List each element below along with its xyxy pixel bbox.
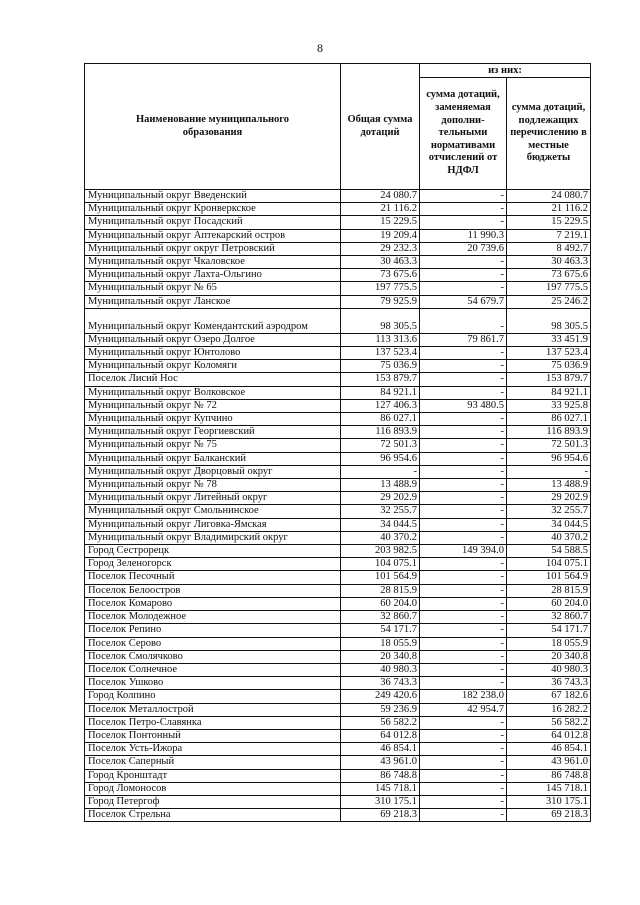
total-subsidy: 20 340.8 — [341, 650, 420, 663]
replaced-subsidy: - — [420, 216, 507, 229]
header-replaced-column: сумма дотаций, заменяемая дополни-тельными нормативами отчислений от НДФЛ — [420, 78, 507, 190]
replaced-subsidy: - — [420, 624, 507, 637]
table-row — [85, 756, 591, 769]
transfer-subsidy: 96 954.6 — [507, 452, 591, 465]
total-subsidy: 69 218.3 — [341, 809, 420, 822]
table-row — [85, 782, 591, 795]
table-row — [85, 690, 591, 703]
transfer-subsidy: 98 305.5 — [507, 308, 591, 333]
municipality-name: Муниципальный округ Введенский — [85, 190, 341, 203]
transfer-subsidy: 29 202.9 — [507, 492, 591, 505]
municipality-name: Поселок Ушково — [85, 677, 341, 690]
municipality-name: Муниципальный округ Озеро Долгое — [85, 333, 341, 346]
table-row — [85, 769, 591, 782]
total-subsidy: 98 305.5 — [341, 308, 420, 333]
transfer-subsidy: 60 204.0 — [507, 597, 591, 610]
municipality-name: Муниципальный округ Купчино — [85, 413, 341, 426]
replaced-subsidy: - — [420, 282, 507, 295]
transfer-subsidy: 67 182.6 — [507, 690, 591, 703]
replaced-subsidy: 79 861.7 — [420, 333, 507, 346]
table-row — [85, 624, 591, 637]
municipality-name: Муниципальный округ Ланское — [85, 295, 341, 308]
transfer-subsidy: 25 246.2 — [507, 295, 591, 308]
replaced-subsidy: - — [420, 769, 507, 782]
municipality-name: Город Колпино — [85, 690, 341, 703]
table-row — [85, 518, 591, 531]
municipality-name: Муниципальный округ Кронверкское — [85, 203, 341, 216]
transfer-subsidy: 13 488.9 — [507, 479, 591, 492]
total-subsidy: 104 075.1 — [341, 558, 420, 571]
replaced-subsidy: - — [420, 203, 507, 216]
transfer-subsidy: 33 451.9 — [507, 333, 591, 346]
table-row — [85, 795, 591, 808]
total-subsidy: 197 775.5 — [341, 282, 420, 295]
total-subsidy: 29 202.9 — [341, 492, 420, 505]
transfer-subsidy: 73 675.6 — [507, 269, 591, 282]
table-row — [85, 716, 591, 729]
municipality-name: Поселок Комарово — [85, 597, 341, 610]
municipality-name: Поселок Смолячково — [85, 650, 341, 663]
municipality-name: Город Кронштадт — [85, 769, 341, 782]
municipality-name: Город Зеленогорск — [85, 558, 341, 571]
table-row — [85, 571, 591, 584]
table-row — [85, 229, 591, 242]
transfer-subsidy: 30 463.3 — [507, 256, 591, 269]
transfer-subsidy: 153 879.7 — [507, 373, 591, 386]
total-subsidy: 46 854.1 — [341, 743, 420, 756]
replaced-subsidy: - — [420, 386, 507, 399]
total-subsidy: 79 925.9 — [341, 295, 420, 308]
table-row — [85, 597, 591, 610]
transfer-subsidy: 104 075.1 — [507, 558, 591, 571]
replaced-subsidy: - — [420, 729, 507, 742]
replaced-subsidy: 11 990.3 — [420, 229, 507, 242]
table-body — [85, 190, 591, 822]
municipality-name: Поселок Понтонный — [85, 729, 341, 742]
transfer-subsidy: 75 036.9 — [507, 360, 591, 373]
total-subsidy: 203 982.5 — [341, 545, 420, 558]
transfer-subsidy: 72 501.3 — [507, 439, 591, 452]
municipality-name: Поселок Белоостров — [85, 584, 341, 597]
total-subsidy: 249 420.6 — [341, 690, 420, 703]
replaced-subsidy: - — [420, 677, 507, 690]
total-subsidy: 75 036.9 — [341, 360, 420, 373]
municipality-name: Муниципальный округ № 75 — [85, 439, 341, 452]
replaced-subsidy: - — [420, 716, 507, 729]
table-row — [85, 347, 591, 360]
transfer-subsidy: 116 893.9 — [507, 426, 591, 439]
municipality-name: Муниципальный округ Владимирский округ — [85, 531, 341, 544]
table-row — [85, 492, 591, 505]
header-name-column: Наименование муниципального образования — [85, 64, 341, 190]
transfer-subsidy: 28 815.9 — [507, 584, 591, 597]
table-row — [85, 809, 591, 822]
replaced-subsidy: - — [420, 347, 507, 360]
total-subsidy: 34 044.5 — [341, 518, 420, 531]
transfer-subsidy: 145 718.1 — [507, 782, 591, 795]
replaced-subsidy: - — [420, 571, 507, 584]
transfer-subsidy: 32 860.7 — [507, 611, 591, 624]
municipality-name: Муниципальный округ округ Петровский — [85, 242, 341, 255]
total-subsidy: 40 980.3 — [341, 663, 420, 676]
total-subsidy: 32 860.7 — [341, 611, 420, 624]
replaced-subsidy: - — [420, 782, 507, 795]
total-subsidy: 127 406.3 — [341, 399, 420, 412]
municipality-name: Поселок Репино — [85, 624, 341, 637]
municipality-name: Поселок Усть-Ижора — [85, 743, 341, 756]
replaced-subsidy: - — [420, 360, 507, 373]
replaced-subsidy: - — [420, 611, 507, 624]
transfer-subsidy: 7 219.1 — [507, 229, 591, 242]
table-row — [85, 677, 591, 690]
transfer-subsidy: 40 980.3 — [507, 663, 591, 676]
table-row — [85, 256, 591, 269]
table-row — [85, 269, 591, 282]
transfer-subsidy: 56 582.2 — [507, 716, 591, 729]
transfer-subsidy: 40 370.2 — [507, 531, 591, 544]
transfer-subsidy: 84 921.1 — [507, 386, 591, 399]
replaced-subsidy: - — [420, 650, 507, 663]
replaced-subsidy: - — [420, 558, 507, 571]
header-transfer-column: сумма дотаций, подлежащих перечислению в местные бюджеты — [507, 78, 591, 190]
transfer-subsidy: 33 925.8 — [507, 399, 591, 412]
table-row — [85, 703, 591, 716]
municipality-name: Город Сестрорецк — [85, 545, 341, 558]
table-row — [85, 637, 591, 650]
total-subsidy: 30 463.3 — [341, 256, 420, 269]
transfer-subsidy: 20 340.8 — [507, 650, 591, 663]
table-row — [85, 505, 591, 518]
replaced-subsidy: - — [420, 492, 507, 505]
page-number: 8 — [317, 41, 323, 55]
header-group-label: из них: — [420, 64, 591, 78]
transfer-subsidy: 36 743.3 — [507, 677, 591, 690]
table-row — [85, 452, 591, 465]
total-subsidy: 96 954.6 — [341, 452, 420, 465]
replaced-subsidy: - — [420, 531, 507, 544]
total-subsidy: 54 171.7 — [341, 624, 420, 637]
municipality-name: Город Петергоф — [85, 795, 341, 808]
transfer-subsidy: 64 012.8 — [507, 729, 591, 742]
municipality-name: Город Ломоносов — [85, 782, 341, 795]
replaced-subsidy: - — [420, 373, 507, 386]
replaced-subsidy: - — [420, 809, 507, 822]
municipality-name: Поселок Лисий Нос — [85, 373, 341, 386]
total-subsidy: - — [341, 465, 420, 478]
replaced-subsidy: - — [420, 452, 507, 465]
municipality-name: Муниципальный округ Литейный округ — [85, 492, 341, 505]
transfer-subsidy: 86 748.8 — [507, 769, 591, 782]
municipality-name: Поселок Молодежное — [85, 611, 341, 624]
table-row — [85, 413, 591, 426]
table-row — [85, 190, 591, 203]
municipality-name: Поселок Песочный — [85, 571, 341, 584]
total-subsidy: 40 370.2 — [341, 531, 420, 544]
table-row — [85, 531, 591, 544]
transfer-subsidy: 69 218.3 — [507, 809, 591, 822]
table-row — [85, 333, 591, 346]
replaced-subsidy: - — [420, 190, 507, 203]
total-subsidy: 29 232.3 — [341, 242, 420, 255]
total-subsidy: 13 488.9 — [341, 479, 420, 492]
municipality-name: Муниципальный округ Посадский — [85, 216, 341, 229]
table-row — [85, 203, 591, 216]
transfer-subsidy: 16 282.2 — [507, 703, 591, 716]
municipality-name: Поселок Металлострой — [85, 703, 341, 716]
table-row — [85, 295, 591, 308]
municipality-name: Муниципальный округ Лахта-Ольгино — [85, 269, 341, 282]
table-row — [85, 216, 591, 229]
transfer-subsidy: - — [507, 465, 591, 478]
total-subsidy: 56 582.2 — [341, 716, 420, 729]
transfer-subsidy: 8 492.7 — [507, 242, 591, 255]
replaced-subsidy: 93 480.5 — [420, 399, 507, 412]
total-subsidy: 310 175.1 — [341, 795, 420, 808]
replaced-subsidy: 182 238.0 — [420, 690, 507, 703]
municipality-name: Муниципальный округ Чкаловское — [85, 256, 341, 269]
transfer-subsidy: 15 229.5 — [507, 216, 591, 229]
total-subsidy: 101 564.9 — [341, 571, 420, 584]
total-subsidy: 153 879.7 — [341, 373, 420, 386]
total-subsidy: 64 012.8 — [341, 729, 420, 742]
total-subsidy: 21 116.2 — [341, 203, 420, 216]
transfer-subsidy: 54 171.7 — [507, 624, 591, 637]
municipality-name: Поселок Солнечное — [85, 663, 341, 676]
total-subsidy: 59 236.9 — [341, 703, 420, 716]
table-row — [85, 373, 591, 386]
replaced-subsidy: - — [420, 743, 507, 756]
municipality-name: Поселок Стрельна — [85, 809, 341, 822]
total-subsidy: 15 229.5 — [341, 216, 420, 229]
table-row — [85, 242, 591, 255]
municipality-name: Муниципальный округ Лиговка-Ямская — [85, 518, 341, 531]
municipality-name: Муниципальный округ № 65 — [85, 282, 341, 295]
total-subsidy: 86 748.8 — [341, 769, 420, 782]
replaced-subsidy: - — [420, 584, 507, 597]
total-subsidy: 18 055.9 — [341, 637, 420, 650]
table-row — [85, 439, 591, 452]
total-subsidy: 145 718.1 — [341, 782, 420, 795]
transfer-subsidy: 34 044.5 — [507, 518, 591, 531]
subsidy-table — [84, 63, 591, 822]
replaced-subsidy: - — [420, 756, 507, 769]
table-row — [85, 465, 591, 478]
replaced-subsidy: - — [420, 479, 507, 492]
transfer-subsidy: 21 116.2 — [507, 203, 591, 216]
transfer-subsidy: 86 027.1 — [507, 413, 591, 426]
municipality-name: Поселок Петро-Славянка — [85, 716, 341, 729]
total-subsidy: 84 921.1 — [341, 386, 420, 399]
total-subsidy: 32 255.7 — [341, 505, 420, 518]
replaced-subsidy: - — [420, 795, 507, 808]
table-row — [85, 399, 591, 412]
header-total-column: Общая сумма дотаций — [341, 64, 420, 190]
municipality-name: Муниципальный округ Юнтолово — [85, 347, 341, 360]
table-row — [85, 282, 591, 295]
table-row — [85, 386, 591, 399]
total-subsidy: 113 313.6 — [341, 333, 420, 346]
total-subsidy: 72 501.3 — [341, 439, 420, 452]
total-subsidy: 28 815.9 — [341, 584, 420, 597]
municipality-name: Муниципальный округ Смольнинское — [85, 505, 341, 518]
municipality-name: Муниципальный округ Георгиевский — [85, 426, 341, 439]
transfer-subsidy: 197 775.5 — [507, 282, 591, 295]
replaced-subsidy: 149 394.0 — [420, 545, 507, 558]
replaced-subsidy: 20 739.6 — [420, 242, 507, 255]
replaced-subsidy: 42 954.7 — [420, 703, 507, 716]
replaced-subsidy: - — [420, 597, 507, 610]
total-subsidy: 60 204.0 — [341, 597, 420, 610]
replaced-subsidy: - — [420, 439, 507, 452]
replaced-subsidy: - — [420, 518, 507, 531]
total-subsidy: 73 675.6 — [341, 269, 420, 282]
table-row — [85, 584, 591, 597]
municipality-name: Муниципальный округ № 78 — [85, 479, 341, 492]
transfer-subsidy: 24 080.7 — [507, 190, 591, 203]
total-subsidy: 24 080.7 — [341, 190, 420, 203]
replaced-subsidy: - — [420, 663, 507, 676]
municipality-name: Поселок Серово — [85, 637, 341, 650]
total-subsidy: 36 743.3 — [341, 677, 420, 690]
total-subsidy: 137 523.4 — [341, 347, 420, 360]
table-row — [85, 545, 591, 558]
table-row — [85, 663, 591, 676]
municipality-name: Муниципальный округ Дворцовый округ — [85, 465, 341, 478]
total-subsidy: 43 961.0 — [341, 756, 420, 769]
transfer-subsidy: 43 961.0 — [507, 756, 591, 769]
transfer-subsidy: 18 055.9 — [507, 637, 591, 650]
transfer-subsidy: 310 175.1 — [507, 795, 591, 808]
municipality-name: Муниципальный округ Комендантский аэродром — [85, 308, 341, 333]
municipality-name: Муниципальный округ Аптекарский остров — [85, 229, 341, 242]
replaced-subsidy: - — [420, 637, 507, 650]
replaced-subsidy: - — [420, 465, 507, 478]
transfer-subsidy: 101 564.9 — [507, 571, 591, 584]
replaced-subsidy: - — [420, 505, 507, 518]
total-subsidy: 86 027.1 — [341, 413, 420, 426]
table-row — [85, 611, 591, 624]
municipality-name: Муниципальный округ Волковское — [85, 386, 341, 399]
table-header — [85, 64, 591, 190]
municipality-name: Муниципальный округ Коломяги — [85, 360, 341, 373]
replaced-subsidy: - — [420, 413, 507, 426]
table-row — [85, 558, 591, 571]
table-row — [85, 729, 591, 742]
table-row — [85, 479, 591, 492]
table-row — [85, 308, 591, 333]
transfer-subsidy: 54 588.5 — [507, 545, 591, 558]
municipality-name: Муниципальный округ № 72 — [85, 399, 341, 412]
table-row — [85, 650, 591, 663]
table-row — [85, 360, 591, 373]
replaced-subsidy: - — [420, 426, 507, 439]
replaced-subsidy: 54 679.7 — [420, 295, 507, 308]
transfer-subsidy: 46 854.1 — [507, 743, 591, 756]
transfer-subsidy: 32 255.7 — [507, 505, 591, 518]
transfer-subsidy: 137 523.4 — [507, 347, 591, 360]
total-subsidy: 19 209.4 — [341, 229, 420, 242]
table-row — [85, 743, 591, 756]
replaced-subsidy: - — [420, 269, 507, 282]
replaced-subsidy: - — [420, 256, 507, 269]
municipality-name: Поселок Саперный — [85, 756, 341, 769]
municipality-name: Муниципальный округ Балканский — [85, 452, 341, 465]
table-row — [85, 426, 591, 439]
replaced-subsidy: - — [420, 308, 507, 333]
total-subsidy: 116 893.9 — [341, 426, 420, 439]
